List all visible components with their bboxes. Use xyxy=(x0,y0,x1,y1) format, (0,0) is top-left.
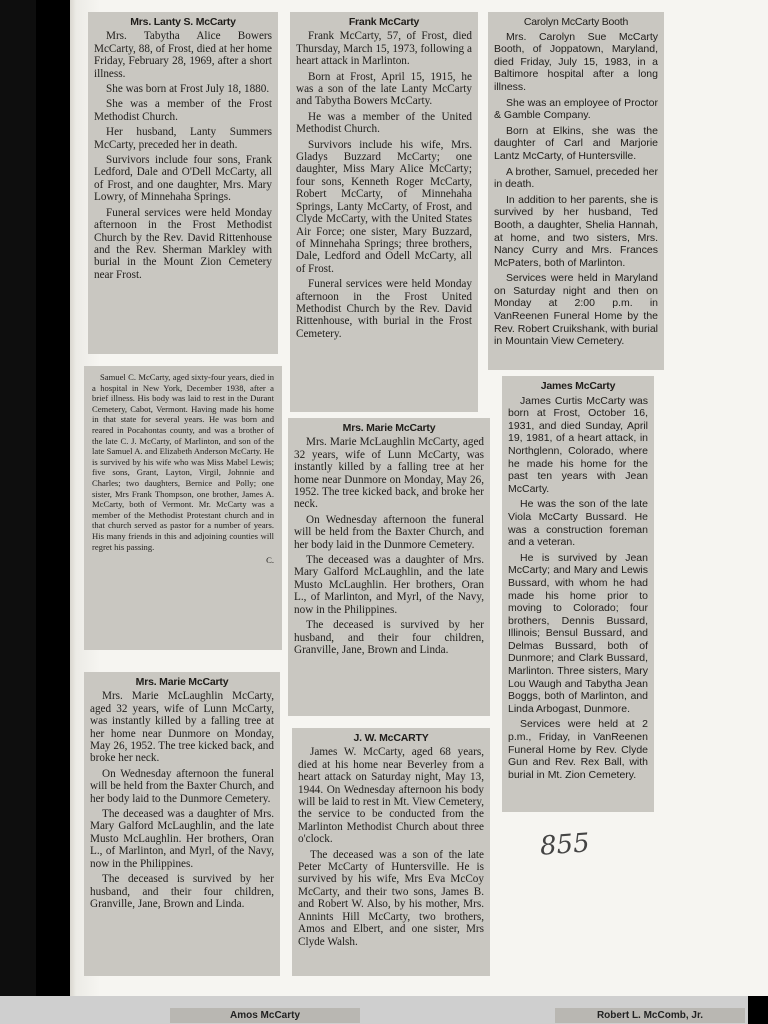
paragraph: Mrs. Carolyn Sue McCarty Booth, of Joppatown, Maryland, died Friday, July 15, 1983, in a Baltimore hospital after a long illness. xyxy=(494,30,658,93)
paragraph: Services were held in Maryland on Saturday night and then on Monday at 2:00 p.m. in VanReenen Funeral Home by the Rev. Robert Cruikshank, with burial in Mountain View Cemetery. xyxy=(494,272,658,348)
obituary-marie-mccarty-left xyxy=(84,672,280,976)
signature-initial: C. xyxy=(266,555,274,566)
clipping-title: Mrs. Marie McCarty xyxy=(135,676,229,688)
paragraph: In addition to her parents, she is survived by her husband, Ted Booth, a daughter, Shelia Hannah, at home, and two sisters, Mrs. Nancy Curry and Mrs. Frances McPaters, both of Marlinton. xyxy=(494,193,658,269)
paragraph: The deceased was a daughter of Mrs. Mary Galford McLaughlin, and the late Musto McLaughlin. Her brothers, Oran L., of Marlinton, and Myrl, of the Navy, now in the Philippines. xyxy=(90,808,274,870)
clipping-title: Carolyn McCarty Booth xyxy=(523,16,629,28)
paragraph: A brother, Samuel, preceded her in death. xyxy=(494,165,658,191)
paragraph: She was born at Frost July 18, 1880. xyxy=(106,83,270,96)
page-corner-tab xyxy=(748,996,768,1024)
handwritten-page-number: 855 xyxy=(539,828,591,862)
obituary-frank-mccarty xyxy=(290,12,478,412)
paragraph: Frank McCarty, 57, of Frost, died Thursday, March 15, 1973, following a heart attack in Marlinton. xyxy=(296,30,472,68)
paragraph: Samuel C. McCarty, aged sixty-four years, died in a hospital in New York, December 1938, after a brief illness. His body was laid to rest in the Durant Cemetery, Cabot, Vermont. Having made his home in that state for several years. He was born and reared in Pocahontas county, and was a brother of the late C. J. McCarty, of Marlinton, and son of the late Samuel A. and Elizabeth Anderson McCarty. He is survived by his wife who was Miss Mabel Lewis; five sons, Grant, Layton, Virgil, Johnnie and Charles; two daughters, Bernice and Polly; one sister, Mrs Frank Thompson, one brother, James A. McCarty, both of Vermont. Mr. McCarty was a member of the Methodist Protestant church and in that church served as pastor for a number of years. His many friends in this and adjoining counties will regret his passing. xyxy=(92,372,274,552)
paragraph: Funeral services were held Monday afternoon in the Frost Methodist Church by the Rev. David Rittenhouse and the Rev. Sherman Markley with burial in the Mount Zion Cemetery near Frost. xyxy=(94,206,272,281)
paragraph: The deceased is survived by her husband, and their four children, Granville, Jane, Brown and Linda. xyxy=(90,873,274,910)
obituary-samuel-mccarty xyxy=(84,366,282,650)
clipping-title: Mrs. Marie McCarty xyxy=(342,422,436,434)
paragraph: She was an employee of Proctor & Gamble Company. xyxy=(494,96,658,122)
paragraph: Born at Elkins, she was the daughter of Carl and Marjorie Lantz McCarty, of Huntersville. xyxy=(494,124,658,162)
paragraph: The deceased is survived by her husband, and their four children, Granville, Jane, Brown and Linda. xyxy=(294,619,484,656)
paragraph: Mrs. Marie McLaughlin McCarty, aged 32 years, wife of Lunn McCarty, was instantly killed by a falling tree at her home near Dunmore on Monday, May 26, 1952. The tree kicked back, and broke her neck. xyxy=(90,690,274,765)
paragraph: On Wednesday afternoon the funeral will be held from the Baxter Church, and her body laid in the Dunmore Cemetery. xyxy=(294,513,484,551)
paragraph: Mrs. Marie McLaughlin McCarty, aged 32 years, wife of Lunn McCarty, was instantly killed by a falling tree at her home near Dunmore on Monday, May 26, 1952. The tree kicked back, and broke her neck. xyxy=(294,436,484,511)
paragraph: He is survived by Jean McCarty; and Mary and Lewis Bussard, with whom he had made his home prior to moving to Colorado; four brothers, Dennis Bussard, Illinois; Bensul Bussard, and Delmas Bussard, both of Dunmore; and Clark Bussard, Marlinton. Three sisters, Mary Lou Waugh and Tabytha Jean Boggs, both of Marlinton, and Linda Arbogast, Dunmore. xyxy=(508,551,648,715)
paragraph: Her husband, Lanty Summers McCarty, preceded her in death. xyxy=(94,126,272,151)
scanner-edge-dark xyxy=(36,0,70,1024)
obituary-jw-mccarty xyxy=(292,728,490,976)
paragraph: Born at Frost, April 15, 1915, he was a son of the late Lanty McCarty and Tabytha Bowers McCarty. xyxy=(296,70,472,108)
clipping-title: James McCarty xyxy=(540,380,616,392)
paragraph: James W. McCarty, aged 68 years, died at his home near Beverley from a heart attack on Saturday night, May 13, 1944. On Wednesday afternoon his body will be laid to rest in Mt. View Cemetery, the service to be conducted from the Marlinton Methodist Church about three o'clock. xyxy=(298,746,484,846)
obituary-marie-mccarty-middle xyxy=(288,418,490,716)
obituary-carolyn-mccarty-booth xyxy=(488,12,664,370)
paragraph: The deceased was a son of the late Peter McCarty of Huntersville. He is survived by his wife, Mrs Eva McCoy McCarty, and their two sons, James B. and Robert W. Also, by his mother, Mrs. Annints Hill McCarty, two brothers, Amos and Elbert, and one sister, Mrs Clyde Walsh. xyxy=(298,848,484,948)
clipping-title: J. W. McCARTY xyxy=(353,732,429,744)
obituary-james-mccarty xyxy=(502,376,654,812)
paragraph: Mrs. Tabytha Alice Bowers McCarty, 88, of Frost, died at her home Friday, February 28, 1969, after a short illness. xyxy=(94,30,272,80)
next-clipping-robert: Robert L. McComb, Jr. xyxy=(555,1008,745,1023)
paragraph: Survivors include four sons, Frank Ledford, Dale and O'Dell McCarty, all of Frost, and one daughter, Mrs. Mary Lowry, of Minnehaha Springs. xyxy=(94,154,272,204)
paragraph: Survivors include his wife, Mrs. Gladys Buzzard McCarty; one daughter, Miss Mary Alice McCarty; four sons, Kenneth Roger McCarty, Robert McCarty, of Minnehaha Springs, Lanty McCarty, of Frost, and Clyde McCarty, with the United States Air Force; one sister, Mary Buzzard, of Minnehaha Springs; three brothers, Dale, Ledford and Odell McCarty, all of Frost. xyxy=(296,138,472,275)
clipping-title: Mrs. Lanty S. McCarty xyxy=(130,16,236,28)
paragraph: James Curtis McCarty was born at Frost, October 16, 1931, and died Sunday, April 19, 1981, of a heart attack, in Northglenn, Colorado, where he made his home for the past ten years with Jean McCarty. xyxy=(508,394,648,495)
paragraph: He was the son of the late Viola McCarty Bussard. He was a construction foreman and a veteran. xyxy=(508,498,648,549)
paragraph: Services were held at 2 p.m., Friday, in VanReenen Funeral Home by Rev. Clyde Gun and Rev. Rex Ball, with burial in Mt. Zion Cemetery. xyxy=(508,718,648,781)
paragraph: On Wednesday afternoon the funeral will be held from the Baxter Church, and her body laid to the Dunmore Cemetery. xyxy=(90,767,274,805)
next-clipping-amos: Amos McCarty xyxy=(170,1008,360,1023)
paragraph: Funeral services were held Monday afternoon in the Frost United Methodist Church by the Rev. David Rittenhouse, with burial in the Frost Cemetery. xyxy=(296,278,472,340)
paragraph: The deceased was a daughter of Mrs. Mary Galford McLaughlin, and the late Musto McLaughlin. Her brothers, Oran L., of Marlinton, and Myrl, of the Navy, now in the Philippines. xyxy=(294,554,484,616)
paragraph: He was a member of the United Methodist Church. xyxy=(296,110,472,136)
clipping-title: Frank McCarty xyxy=(348,16,420,28)
obituary-lanty-mccarty xyxy=(88,12,278,354)
paragraph: She was a member of the Frost Methodist Church. xyxy=(94,98,272,123)
